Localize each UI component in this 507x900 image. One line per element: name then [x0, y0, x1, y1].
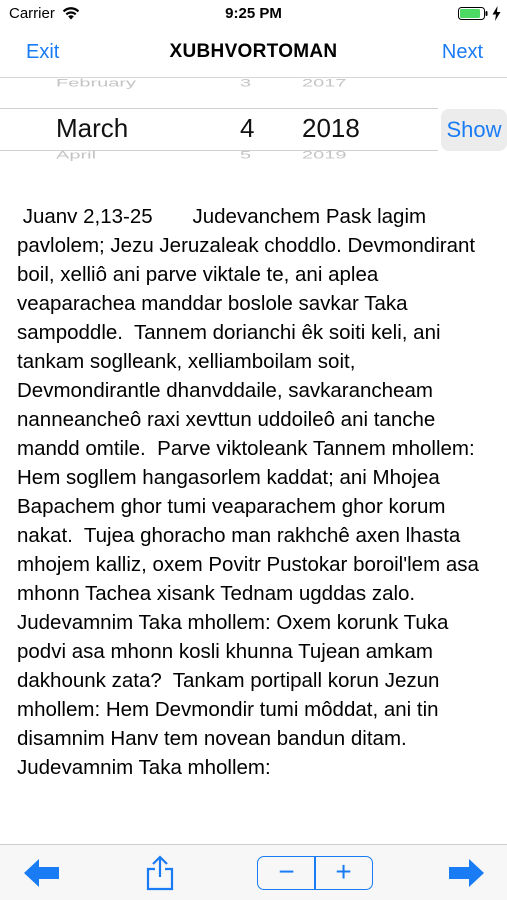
bottom-toolbar: [0, 844, 507, 900]
picker-prev-year[interactable]: 2017: [302, 77, 347, 90]
increase-font-button[interactable]: +: [335, 856, 352, 887]
picker-next-year[interactable]: 2019: [302, 149, 347, 162]
charging-bolt-icon: [492, 6, 501, 21]
clock: 9:25 PM: [225, 5, 282, 22]
picker-selection-top-line: [0, 108, 438, 109]
picker-next-month[interactable]: April: [56, 149, 97, 162]
battery-icon: [458, 7, 488, 20]
picker-month[interactable]: March: [56, 113, 129, 143]
font-size-stepper: [257, 856, 373, 890]
status-bar: [0, 0, 507, 28]
picker-day[interactable]: 4: [240, 113, 255, 143]
date-picker[interactable]: [0, 77, 507, 162]
picker-prev-day[interactable]: 3: [240, 77, 252, 90]
exit-button[interactable]: Exit: [26, 41, 60, 63]
picker-prev-month[interactable]: February: [56, 77, 137, 90]
reading-text: Juanv 2,13-25 Judevanchem Pask lagim pavlolem; Jezu Jeruzaleak choddlo. Devmondirant boil, xelliô ani parve viktale te, ani aplea veaparachea manddar boslole savkar Taka sampoddle. Tannem dorianchi êk soiti keli, ani tankam soglleank, xelliamboilam soit, Devmondirantle dhanvddaile, savkarancheam nanneancheô raxi xevttun uddoileô ani tanche mandd omtile. Parve viktoleank Tannem mhollem: Hem sogllem hangasorlem kaddat; ani Mhojea Bapachem ghor tumi veaparachem ghor korum nakat. Tujea ghoracho man rakhchê axen lhasta mhojem kalliz, oxem Povitr Pustokar boroil'lem asa mhonn Tachea xisank Tednam ugddas zalo. Judevamnim Taka mhollem: Oxem korunk Tuka podvi asa mhonn kosli khunna Tujean amkam dakhounk zata? Tankam portipall korun Jezun mhollem: Hem Devmondir tumi môddat, ani tin disamnim Hanv tem novean bandun ditam. Judevamnim Taka mhollem:: [17, 205, 485, 779]
picker-year[interactable]: 2018: [302, 113, 360, 143]
picker-next-day[interactable]: 5: [240, 149, 252, 162]
share-icon[interactable]: [144, 855, 176, 891]
decrease-font-button[interactable]: −: [278, 856, 295, 887]
navigation-bar: [0, 28, 507, 78]
arrow-left-icon[interactable]: [24, 858, 60, 888]
page-title: XUBHVORTOMAN: [169, 41, 338, 62]
carrier-label: Carrier: [9, 5, 55, 22]
show-button[interactable]: Show: [441, 109, 507, 151]
arrow-right-icon[interactable]: [448, 858, 484, 888]
reading-text-view[interactable]: [17, 202, 495, 830]
next-button[interactable]: Next: [441, 41, 483, 63]
